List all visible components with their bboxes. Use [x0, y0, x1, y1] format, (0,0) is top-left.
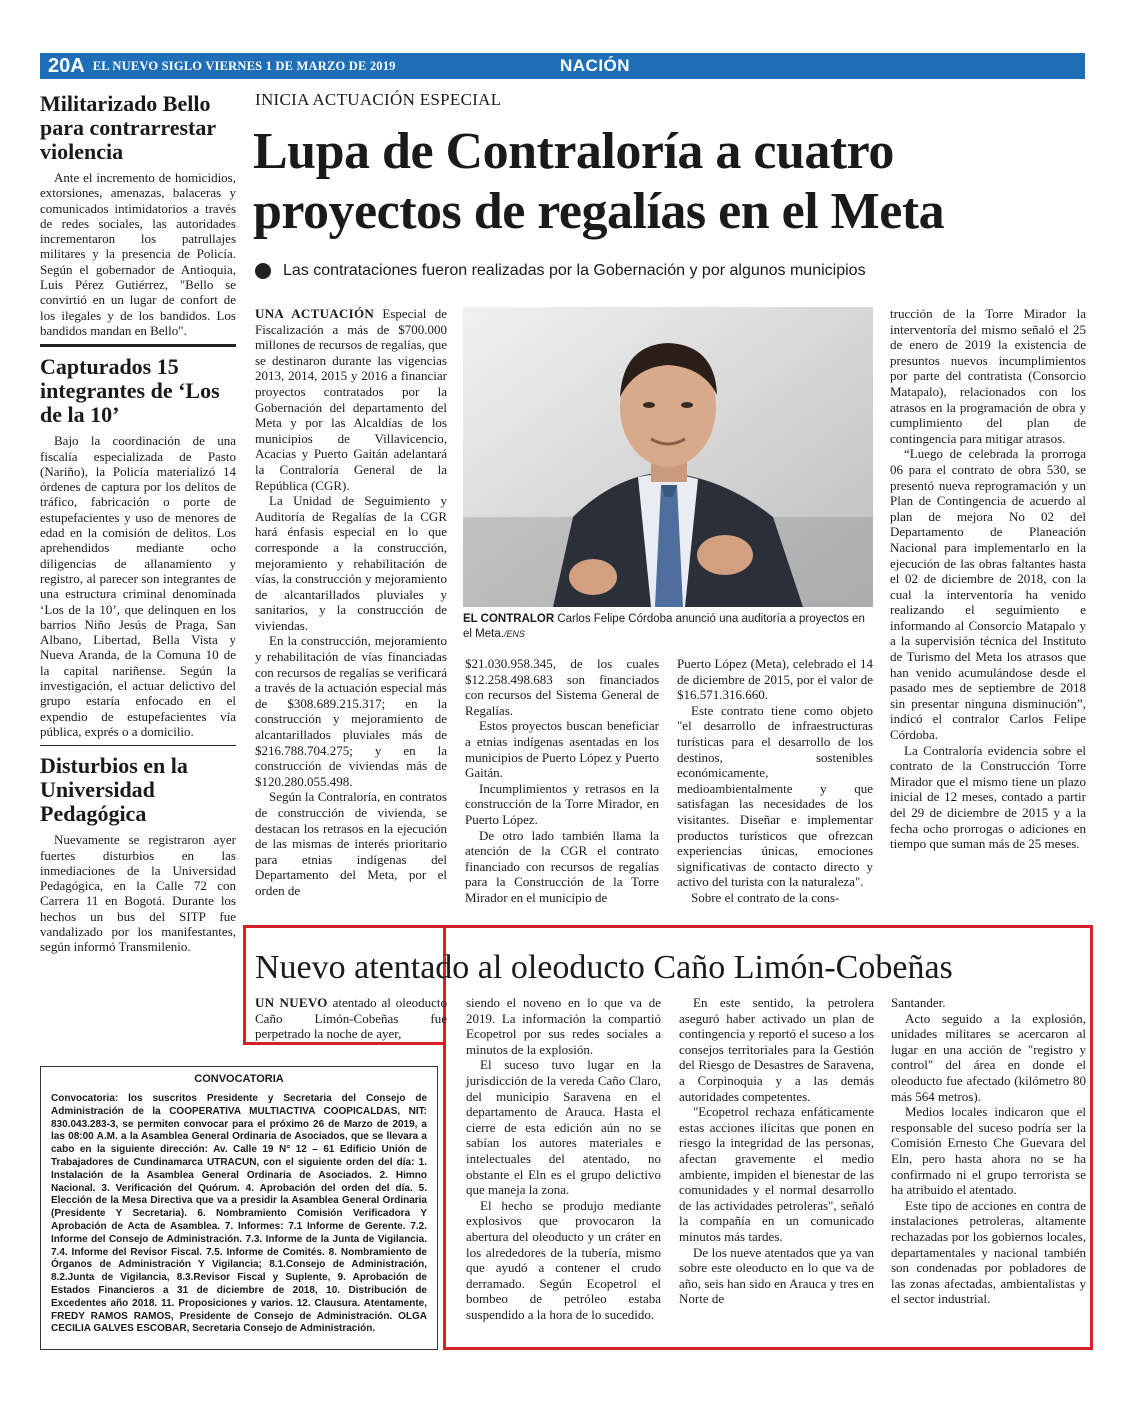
brief-title: Militarizado Bello para contrarrestar violencia [40, 91, 216, 164]
kicker: INICIA ACTUACIÓN ESPECIAL [255, 90, 502, 109]
divider [40, 745, 236, 746]
subheadline [255, 262, 1075, 280]
convocatoria-notice [40, 1066, 438, 1350]
paragraph: Sobre el contrato de la cons- [691, 889, 840, 905]
paragraph: La Contraloría evidencia sobre el contrato de la Construcción Torre Mirador que el mismo tiene un plazo inicial de 12 meses, contado a partir del 29 de diciembre de 2015 y a la fecha ocho prorrogas o adiciones en tiempo que suman más de 25 meses. [890, 742, 1086, 852]
contralor-photo [463, 307, 873, 607]
second-column-1 [255, 995, 447, 1042]
briefs-column [40, 92, 236, 955]
paragraph: Acto seguido a la explosión, unidades militares se acercaron al lugar en una acción de "registro y control" del área en donde el oleoducto fue afectado (kilómetro 80 más 564 metros). [891, 1010, 1086, 1104]
second-column-2 [466, 995, 661, 1322]
bullet-icon [255, 263, 271, 279]
paragraph: En la construcción, mejoramiento y rehabilitación de vías financiadas con recursos de regalías se verificará a través de la actuación especial más de $308.689.215.317; en la construcción y mejoramiento de alcantarillados pluviales más de $216.788.704.275; y en la construcción de viviendas más de $120.280.055.498. [255, 633, 447, 789]
paragraph: Este contrato tiene como objeto "el desarrollo de infraestructuras turísticas para el desarrollo de los destinos, sostenibles económicamente, medioambientalmente y que satisfagan las necesidades de los visitantes. Diseñar e implementar productos turísticos que ofrezcan experiencias únicas, emociones significativas de contacto directo y activo del turista con la naturaleza". [677, 702, 873, 890]
section-name: NACIÓN [560, 56, 631, 75]
article-column-3 [677, 656, 873, 906]
paragraph: Según la Contraloría, en contratos de construcción de vivienda, se destacan los retrasos en la ejecución de las mismas de interés prioritario para etnias indígenas del Departamento del Meta, por el orden de [255, 789, 447, 898]
paragraph: El suceso tuvo lugar en la jurisdicción de la vereda Caño Claro, del municipio Saravena en el departamento de Arauca. Hasta el cierre de esta edición aún no se sabían los autores materiales e intelectuales del atentado, no obstante el Eln es el grupo delictivo que maneja la zona. [466, 1057, 661, 1198]
second-column-3 [679, 995, 874, 1307]
article-column-1 [255, 306, 447, 899]
paragraph: Medios locales indicaron que el responsable del suceso podría ser la Comisión Ernesto Che Guevara del Eln, pero hasta ahora no se ha confirmado ni el grupo terrorista se ha atribuido el atentado. [891, 1104, 1086, 1198]
photo-credit: /ENS [503, 629, 525, 639]
caption-lead: EL CONTRALOR [463, 613, 555, 625]
paragraph: "Ecopetrol rechaza enfáticamente estas acciones ilícitas que ponen en riesgo la integridad de las personas, afectan gravemente el medio ambiente, impiden el bienestar de las comunidades y el normal desarrollo de las actividades petroleras", señaló la compañía en un comunicado minutos más tardes. [679, 1104, 874, 1244]
paragraph: “Luego de celebrada la prorroga 06 para el contrato de obra 530, se presentó nueva reprogramación y un Plan de Contingencia de acuerdo al plan de mejora No 02 del Departamento de Planeación Nacional para implementarlo en la ejecución de las obras faltantes hasta el 02 de diciembre de 2018, con la cual la interventoría ha venido realizando el seguimiento e informando al Consorcio Matapalo y a la supervisión técnica del Instituto de Turismo del Meta los atrasos que han venido acumulándose desde el pasado mes de septiembre de 2018 sin presentar ninguna disminución”, indicó el contralor Carlos Felipe Córdoba. [890, 446, 1086, 743]
paragraph: Incumplimientos y retrasos en la construcción de la Torre Mirador, en Puerto López. [465, 780, 659, 827]
paragraph: Especial de Fiscalización a más de $700.000 millones de recursos de regalías, que se destinaron durante las vigencias 2013, 2014, 2015 y 2016 a financiar proyectos contratados por la Gobernación del departamento del Meta y por las Alcaldías de los municipios de Villavicencio, Acacias y Puerto Gaitán adelantará la Contraloría General de la República (CGR). [255, 306, 447, 493]
paragraph: Santander. [891, 995, 946, 1010]
page-number: 20A [48, 54, 85, 77]
paragraph: El hecho se produjo mediante explosivos que provocaron la abertura del oleoducto y un cráter en los alrededores de la tubería, mismo que ayudó a contener el crudo derramado. Según Ecopetrol el bombeo de petróleo estaba suspendido a la hora de lo sucedido. [466, 1197, 661, 1322]
highlight-frame-left [243, 925, 246, 1043]
masthead-date: EL NUEVO SIGLO VIERNES 1 DE MARZO DE 2019 [92, 58, 396, 73]
photo [463, 307, 873, 607]
paragraph: De los nueve atentados que ya van sobre este oleoducto en lo que va de año, seis han sido en Arauca y tres en Norte de [679, 1244, 874, 1307]
section-header-bar [40, 53, 1085, 79]
paragraph: $21.030.958.345, de los cuales $12.258.498.683 son financiados con recursos del Sistema General de Regalías. [465, 656, 659, 718]
paragraph: De otro lado también llama la atención de la CGR el contrato financiado con recursos de regalías para la Construcción de la Torre Mirador en el municipio de [465, 827, 659, 905]
paragraph: trucción de la Torre Mirador la interventoría del mismo señaló el 25 de enero de 2019 la existencia de presuntos nuevos incumplimientos por parte del contratista (Consorcio Matapalo), relacionados con los atrasos en la programación de obra y cumplimiento del plan de contingencia para mitigar atrasos. [890, 306, 1086, 446]
brief-title: Disturbios en la Universidad Pedagógica [40, 753, 188, 827]
brief-body: Bajo la coordinación de una fiscalía especializada de Pasto (Nariño), la Policía materializó 14 órdenes de captura por los delitos de tráfico, fabricación o porte de estupefacientes y uso de menores de edad en la comisión de delitos. Los aprehendidos mediante ocho diligencias de allanamiento y registro, al parecer son integrantes de una estructura criminal denominada ‘Los de la 10’, que delinquen en los barrios Niño Jesús de Praga, San Albano, Libertad, Bella Vista y Nueva Aranda, de la Comuna 10 de la capital nariñense. Según la investigación, el actuar delictivo del grupo estaría enfocado en el expendio de estupefacientes vía pública, exprés o a domicilio. [40, 433, 236, 739]
paragraph: Estos proyectos buscan beneficiar a etnias indígenas asentadas en los municipios de Puerto López y Puerto Gaitán. [465, 718, 659, 781]
notice-body: Convocatoria: los suscritos Presidente y Secretaria del Consejo de Administración de la COOPERATIVA MULTIACTIVA COOPICALDAS, NIT: 830.043.283-3, se permiten convocar para el próximo 26 de Marzo de 2019, a las 08:00 A.M. a la Asamblea General Ordinaria de Asociados, que se llevara a cabo en la siguiente dirección: Av. Calle 19 N° 12 – 61 Edificio Unión de Trabajadores de Cundinamarca UTRACUN, con el siguiente orden del día: 1. Instalación de la Asamblea General Ordinaria de Asociados. 2. Himno Nacional. 3. Verificación del Quórum. 4. Aprobación del orden del día. 5. Elección de la Mesa Directiva que va a presidir la Asamblea General Ordinaria (Presidente Y Secretaria). 6. Nombramiento Comisión Verificadora Y Aprobación de Acta de Asamblea. 7. Informes: 7.1 Informe de Gerente. 7.2. Informe del Consejo de Administración. 7.3. Informe de la Junta de Vigilancia. 7.4. Informe del Revisor Fiscal. 7.5. Informe de Comités. 8. Nombramiento de Órganos de Administración Y Vigilancia; 8.1.Consejo de Administración, 8.2.Junta de Vigilancia, 8.3.Revisor Fiscal y Suplente, 9. Aprobación de Estados Financieros a 31 de diciembre de 2018, 10. Distribución de Excedentes año 2018. 11. Proposiciones y varios. 12. Clausura. Atentamente, FREDY RAMOS RAMOS, Presidente de Consejo de Administración. OLGA CECILIA GALVES ESCOBAR, Secretaria Consejo de Administración. [51, 1093, 427, 1335]
brief-body: Nuevamente se registraron ayer fuertes disturbios en las inmediaciones de la Universidad Pedagógica, en la Calle 72 con Carrera 11 en Bogotá. Durante los hechos un bus del SITP fue vandalizado por los manifestantes, según informó Transmilenio. [40, 832, 236, 955]
divider [40, 344, 236, 347]
brief-body: Ante el incremento de homicidios, extorsiones, amenazas, balaceras y comunicados intimidatorios a través de redes sociales, las autoridades incrementaron los patrullajes militares y la presencia de Policía. Según el gobernador de Antioquia, Luis Pérez Gutiérrez, "Bello se convirtió en un lugar de confort de los ilegales y de los bandidos. Los bandidos mandan en Bello". [40, 170, 236, 338]
lead-in: UNA ACTUACIÓN [255, 306, 375, 321]
subheadline-text: Las contrataciones fueron realizadas por la Gobernación y por algunos municipios [283, 262, 866, 279]
notice-title: CONVOCATORIA [194, 1073, 284, 1085]
photo-caption [463, 612, 873, 642]
paragraph: siendo el noveno en lo que va de 2019. La información la compartió Ecopetrol por sus redes sociales a minutos de la explosión. [466, 995, 661, 1057]
brief-title: Capturados 15 integrantes de ‘Los de la 10’ [40, 354, 220, 428]
paragraph: La Unidad de Seguimiento y Auditoría de Regalías de la CGR hará énfasis especial en lo que corresponde a la construcción, mejoramiento y rehabilitación de vías, la construcción y mejoramiento de alcantarillados pluviales y sanitarios, y la construcción de viviendas. [255, 493, 447, 633]
paragraph: En este sentido, la petrolera aseguró haber activado un plan de contingencia y reportó el suceso a los consejos territoriales para la Gestión del Riesgo de Desastres de Saravena, a Corpinoquia y a las demás autoridades competentes. [679, 995, 874, 1104]
caption-text: Carlos Felipe Córdoba anunció una auditoría a proyectos en el Meta. [463, 613, 865, 640]
second-headline: Nuevo atentado al oleoducto Caño Limón-Cobeñas [255, 949, 953, 986]
article-column-2 [465, 656, 659, 906]
article-column-4 [890, 306, 1086, 852]
highlight-frame-step [243, 1042, 446, 1045]
paragraph: atentado al oleoducto Caño Limón-Cobeñas fue perpetrado la noche de ayer, [255, 995, 447, 1042]
second-column-4 [891, 995, 1086, 1307]
paragraph: Este tipo de acciones en contra de instalaciones petroleras, altamente rechazadas por los gobiernos locales, departamentales y nacional también son condenadas por pobladores de las zonas afectadas, ambientalistas y el sector industrial. [891, 1197, 1086, 1307]
paragraph: Puerto López (Meta), celebrado el 14 de diciembre de 2015, por el valor de $16.571.316.660. [677, 656, 873, 703]
lead-in: UN NUEVO [255, 995, 328, 1010]
headline: Lupa de Contraloría a cuatro proyectos de regalías en el Meta [253, 123, 945, 240]
